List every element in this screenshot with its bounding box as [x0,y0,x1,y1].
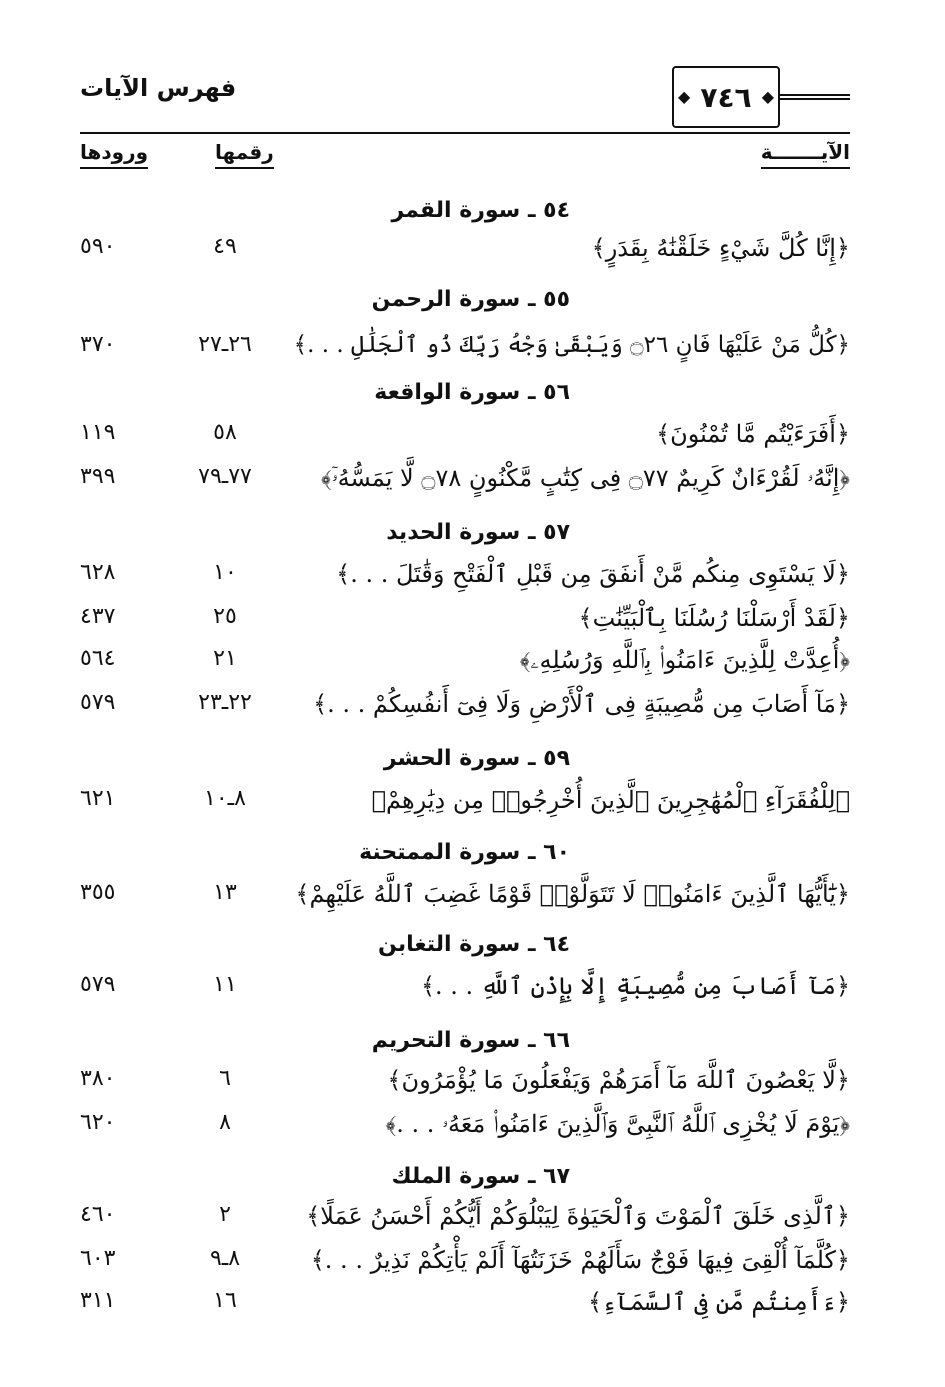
verse-row [0,234,945,274]
page-reference: ٤٣٧ [80,604,116,629]
verse-text: ﴿لَّا يَعْصُونَ ٱللَّهَ مَآ أَمَرَهُمْ وَيَفْعَلُونَ مَا يُؤْمَرُونَ﴾ [387,1066,850,1094]
verse-number: ٨ [219,1110,231,1135]
verse-row [0,786,945,826]
verse-row [0,604,945,644]
verse-row [0,1288,945,1328]
page-reference: ٣٩٩ [80,464,116,489]
verse-text: ﴿أَفَرَءَيْتُم مَّا تُمْنُونَ﴾ [656,420,850,448]
page-reference: ٣٥٥ [80,880,116,905]
page-reference: ٥٧٩ [80,972,116,997]
verse-text: ﴿أُعِدَّتْ لِلَّذِينَ ءَامَنُوا۟ بِٱللَّهِ وَرُسُلِهِۦ﴾ [519,646,850,674]
page-reference: ٤٦٠ [80,1202,116,1227]
verse-row [0,1066,945,1106]
page-reference: ٥٧٩ [80,690,116,715]
surah-title: ٦٠ ـ سورة الممتحنة [359,840,570,865]
header-rule [80,132,850,134]
verse-row [0,464,945,504]
verse-number: ٦ [219,1066,231,1091]
surah-title: ٥٥ ـ سورة الرحمن [371,287,570,312]
surah-title: ٦٧ ـ سورة الملك [391,1164,570,1189]
page-reference: ٥٩٠ [80,234,116,259]
surah-title: ٥٤ ـ سورة القمر [391,198,570,223]
verse-row [0,332,945,372]
verse-text: ﴿ٱلَّذِى خَلَقَ ٱلْمَوْتَ وَٱلْحَيَوٰةَ لِيَبْلُوَكُمْ أَيُّكُمْ أَحْسَنُ عَمَلًا﴾ [306,1202,850,1230]
surah-title: ٥٧ ـ سورة الحديد [386,520,570,545]
surah-heading [0,840,945,880]
verse-text: ﴿إِنَّهُۥ لَقُرْءَانٌ كَرِيمٌ ۝٧٧ فِى كِتَٰبٍ مَّكْنُونٍ ۝٧٨ لَّا يَمَسُّهُۥٓ﴾ [320,464,850,492]
page-number: ◆ ٧٤٦ ◆ [672,66,780,128]
verse-text: ﴿إِنَّا كُلَّ شَيْءٍ خَلَقْنَٰهُ بِقَدَرٍ﴾ [591,234,850,262]
verse-number: ٢١ [213,646,237,671]
verse-row [0,646,945,686]
surah-title: ٦٦ ـ سورة التحريم [371,1028,570,1053]
verse-text: ﴿كُلُّ مَنْ عَلَيْهَا فَانٍ ۝٢٦ وَيَبْقَىٰ وَجْهُ رَبِّكَ ذُو ٱلْجَلَٰلِ . . .﴾ [293,332,850,358]
page-reference: ٥٦٤ [80,646,116,671]
page-header [60,66,850,138]
verse-number: ٨ـ١٠ [204,786,246,811]
verse-number: ١٣ [213,880,237,905]
verse-number: ١٦ [213,1288,237,1313]
column-headers [0,140,945,180]
verse-row [0,1110,945,1150]
verse-row [0,1246,945,1286]
verse-row [0,690,945,730]
surah-heading [0,287,945,327]
surah-heading [0,520,945,560]
surah-title: ٦٤ ـ سورة التغابن [378,932,570,957]
page-reference: ١١٩ [80,420,116,445]
verse-number: ٢٥ [213,604,237,629]
verse-number: ٤٩ [213,234,237,259]
verse-number: ١٠ [213,560,237,585]
verse-row [0,1202,945,1242]
page-title: فهرس الآيات [80,74,237,102]
surah-heading [0,746,945,786]
surah-heading [0,198,945,238]
page-reference: ٦٢١ [80,786,116,811]
page-reference: ٦٢٠ [80,1110,116,1135]
verse-number: ٢ [219,1202,231,1227]
verse-text: ﴿لَقَدْ أَرْسَلْنَا رُسُلَنَا بِٱلْبَيِّنَٰتِ﴾ [578,604,850,632]
verse-text: ﴿لَا يَسْتَوِى مِنكُم مَّنْ أَنفَقَ مِن قَبْلِ ٱلْفَتْحِ وَقَٰتَلَ . . .﴾ [336,560,850,588]
surah-heading [0,1028,945,1068]
column-header-number: رقمها [215,140,274,169]
verse-number: ٢٢ـ٢٣ [198,690,252,715]
verse-text: ﴿كُلَّمَآ أُلْقِىَ فِيهَا فَوْجٌ سَأَلَهُمْ خَزَنَتُهَآ أَلَمْ يَأْتِكُمْ نَذِيرٌ . . .﴾ [310,1246,850,1274]
header-double-rule [780,94,850,100]
verse-text: ﴿مَآ أَصَابَ مِن مُّصِيبَةٍ فِى ٱلْأَرْضِ وَلَا فِىٓ أَنفُسِكُمْ . . .﴾ [313,690,850,718]
verse-text: ﴿ءَأَمِنتُم مَّن فِى ٱلسَّمَآءِ﴾ [588,1288,850,1316]
verse-number: ١١ [213,972,237,997]
verse-number: ٨ـ٩ [209,1246,241,1271]
verse-row [0,420,945,460]
page-reference: ٣٧٠ [80,332,116,357]
page-reference: ٦٠٣ [80,1246,116,1271]
verse-text: ﴿لِلْفُقَرَآءِ ٱلْمُهَٰجِرِينَ ٱلَّذِينَ أُخْرِجُوا۟ مِن دِيَٰرِهِمْ﴾ [371,786,850,814]
surah-heading [0,1164,945,1204]
column-header-ayah: الآيـــــــة [761,140,850,169]
verse-row [0,560,945,600]
page-reference: ٣١١ [80,1288,116,1313]
verse-row [0,880,945,920]
page-reference: ٦٢٨ [80,560,116,585]
surah-title: ٥٩ ـ سورة الحشر [383,746,570,771]
verse-text: ﴿مَآ أَصَابَ مِن مُّصِيبَةٍ إِلَّا بِإِذْنِ ٱللَّهِ . . .﴾ [420,972,850,1000]
verse-number: ٢٦ـ٢٧ [198,332,252,357]
verse-number: ٧٧ـ٧٩ [198,464,252,489]
surah-title: ٥٦ ـ سورة الواقعة [374,380,570,405]
surah-heading [0,380,945,420]
verse-text: ﴿يَٰٓأَيُّهَا ٱلَّذِينَ ءَامَنُوا۟ لَا تَتَوَلَّوْا۟ قَوْمًا غَضِبَ ٱللَّهُ عَلَيْهِمْ﴾ [295,880,850,908]
verse-text: ﴿يَوْمَ لَا يُخْزِى ٱللَّهُ ٱلنَّبِىَّ وَٱلَّذِينَ ءَامَنُوا۟ مَعَهُۥ . . .﴾ [385,1110,850,1138]
page-reference: ٣٨٠ [80,1066,116,1091]
surah-heading [0,932,945,972]
column-header-occurrence: ورودها [80,140,148,169]
verse-number: ٥٨ [213,420,237,445]
verse-row [0,972,945,1012]
